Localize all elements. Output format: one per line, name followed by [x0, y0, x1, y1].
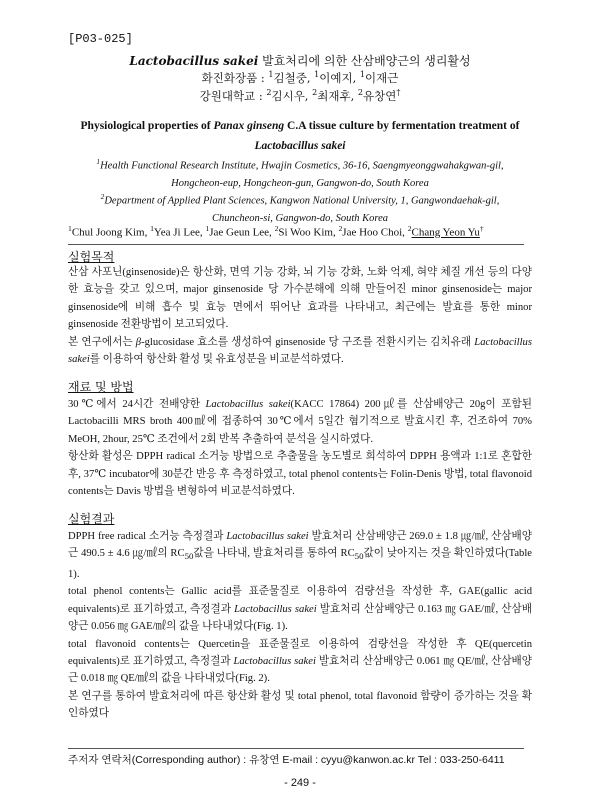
corresponding-contact: 주저자 연락처(Corresponding author) : 유창연 E-mail : cyyu@kanwon.ac.kr Tel : 033-250-6411 — [68, 754, 505, 766]
author-name: Jae Geun Lee, — [209, 226, 275, 239]
results-paragraph-3 — [68, 636, 532, 688]
author-name: Chul Joong Kim, — [71, 226, 151, 239]
purpose-paragraph-2 — [68, 334, 532, 369]
text-run: 발효처리 산삼배양근 0.163 ㎎ GAE/㎖, 산삼배양근 0.056 ㎎ GAE/㎖의 값을 나타내었다(Fig. 1). — [68, 603, 532, 633]
text-run: 를 이용하여 항산화 활성 및 유효성분을 비교분석하였다. — [89, 354, 344, 366]
author-name: Si Woo Kim, — [278, 226, 339, 239]
text-run: 발효처리 산삼배양근 269.0 ± 1.8 ㎍/㎖, 산삼배양근 490.5 ± 4.6 ㎍/㎖의 RC — [68, 531, 532, 560]
author-name: 최재후, — [317, 89, 358, 103]
section-heading-results: 실험결과 — [68, 512, 115, 526]
author-name: 김시우, — [271, 89, 313, 103]
affiliation-label: 화진화장품 : — [201, 71, 269, 85]
english-title-text: C.A tissue culture by fermentation treatment of — [284, 120, 520, 132]
affiliation-sup: 2 — [266, 88, 272, 98]
results-paragraph-1 — [68, 528, 532, 583]
affiliation-sup: 1 — [359, 70, 366, 80]
affiliation-line: Health Functional Research Institute, Hwajin Cosmetics, 36-16, Saengmyeonggwahakgwan-gil, — [100, 160, 504, 172]
author-name: Yea Ji Lee, — [153, 226, 206, 239]
english-title — [60, 116, 540, 156]
header-divider — [68, 244, 524, 245]
results-paragraph-4: 본 연구를 통하여 발효처리에 따른 항산화 활성 및 total phenol, total flavonoid 함량이 증가하는 것을 확인하였다 — [68, 690, 532, 720]
affiliation-line: Department of Applied Plant Sciences, Kangwon National University, 1, Gangwondaehak-gil, — [104, 195, 500, 207]
section-heading-purpose: 실험목적 — [68, 250, 115, 264]
corresponding-author-name: Chang Yeon Yu — [411, 226, 480, 239]
affiliation-line: Chuncheon-si, Gangwon-do, South Korea — [211, 212, 389, 224]
affiliation-sup: 1 — [150, 224, 154, 233]
methods-paragraph-1 — [68, 396, 532, 448]
korean-authors-kangwon — [60, 88, 540, 104]
english-title-text: Physiological properties of — [80, 120, 214, 132]
korean-authors-hwajin — [60, 70, 540, 86]
corresponding-mark: † — [479, 224, 484, 233]
affiliation-sup: 2 — [338, 224, 343, 233]
author-name: 김철중, — [273, 71, 315, 85]
text-run: 본 연구에서는 — [68, 336, 136, 348]
text-run: total phenol contents는 Gallic acid를 표준물질로 이용하여 검량선을 작성한 후, GAE(gallic acid equivalents)로 표기하였고, 측정결과 — [68, 586, 532, 615]
corresponding-mark: † — [396, 88, 401, 98]
footer-divider — [68, 748, 524, 749]
affiliation-sup: 1 — [96, 157, 101, 166]
korean-title-rest: 발효처리에 의한 산삼배양근의 생리활성 — [258, 54, 471, 68]
species-name: Lactobacillus sakei — [234, 603, 317, 615]
english-title-species: Lactobacillus sakei — [254, 140, 346, 152]
author-name: 이재근 — [365, 71, 399, 85]
affiliation-sup: 1 — [205, 224, 210, 233]
affiliation-sup: 2 — [357, 88, 364, 98]
results-paragraph-2 — [68, 583, 532, 635]
species-name: Lactobacillus sakei — [205, 399, 291, 410]
purpose-body — [68, 264, 532, 368]
affiliation-sup: 2 — [274, 224, 279, 233]
korean-title — [60, 52, 540, 69]
affiliation-sup: 1 — [268, 70, 274, 80]
affiliation-label: 강원대학교 : — [199, 89, 267, 103]
purpose-paragraph-1: 산삼 사포닌(ginsenoside)은 항산화, 면역 기능 강화, 뇌 기능 강화, 노화 억제, 혀약 체질 개선 등의 다양한 효능을 갖고 있으며, major ginsenoside 당 가수분해에 의해 만들어진 minor ginsenoside는 major ginsenoside에 비해 흡수 및 효능 면에서 뛰어난 효과를 나타내고, 최근에는 발효를 통한 minor ginsenoside 전환방법이 보고되었다. — [68, 267, 532, 331]
author-name: 유창연 — [363, 89, 397, 103]
page-number: - 249 - — [284, 777, 316, 789]
text-run: (KACC 17864) 200㎕를 산삼배양근 20g이 포함된 Lactobacilli MRS broth 400㎖에 접종하여 30℃에서 5일간 혐기적으로 발효시킨 후, 건조하여 70% MeOH, 2hour, 25℃ 조건에서 2회 반복 추출하여 분석을 실시하였다. — [68, 399, 532, 445]
affiliation-sup: 2 — [407, 224, 412, 233]
korean-title-species: Lactobacillus sakei — [129, 54, 259, 68]
affiliation-sup: 2 — [312, 88, 318, 98]
methods-paragraph-2: 항산화 활성은 DPPH radical 소거능 방법으로 추출물을 농도별로 희석하여 DPPH 용액과 1:1로 혼합한 후, 37℃ incubator에 30분간 반응 후 측정하였고, total phenol contents는 Folin-Denis 방법, total flavonoid contents는 Davis 방법을 변형하여 비교분석하였다. — [68, 451, 532, 498]
section-heading-methods: 재료 및 방법 — [68, 380, 134, 394]
text-run: DPPH free radical 소거능 측정결과 — [68, 531, 227, 542]
text-run: total flavonoid contents는 Quercetin을 표준물질로 이용하여 검량선을 작성한 후 QE(quercetin equivalents)로 표기하였고, 측정결과 — [68, 638, 532, 667]
affiliation-sup: 2 — [100, 192, 105, 201]
species-name: Lactobacillus sakei — [233, 655, 316, 667]
english-author-list — [68, 224, 484, 239]
species-name: Lactobacillus sakei — [68, 336, 532, 366]
affiliation-sup: 1 — [68, 224, 72, 233]
rc-subscript: 50 — [354, 551, 364, 562]
results-body — [68, 528, 532, 723]
beta-symbol: β — [135, 336, 142, 348]
text-run: 값이 낮아지는 것을 확인하였다(Table 1). — [68, 548, 532, 580]
affiliation-sup: 1 — [314, 70, 320, 80]
text-run: -glucosidase 효소를 생성하여 ginsenoside 당 구조를 전환시키는 김치유래 — [141, 336, 475, 348]
author-name: Jae Hoo Choi, — [342, 226, 408, 239]
text-run: 30℃에서 24시간 전배양한 — [68, 399, 206, 410]
affiliation-2 — [60, 188, 540, 227]
rc-subscript: 50 — [184, 551, 194, 562]
methods-body — [68, 396, 532, 500]
text-run: 값을 나타내, 발효처리를 통하여 RC — [193, 548, 355, 560]
species-name: Lactobacillus sakei — [226, 531, 309, 542]
author-name: 이예지, — [319, 71, 360, 85]
text-run: 발효처리 산삼배양근 0.061 ㎎ QE/㎖, 산삼배양근 0.018 ㎎ QE/㎖의 값을 나타내었다(Fig. 2). — [68, 655, 533, 685]
affiliation-line: Hongcheon-eup, Hongcheon-gun, Gangwon-do, South Korea — [171, 177, 429, 189]
affiliation-1 — [60, 153, 540, 192]
english-title-species: Panax ginseng — [213, 120, 285, 132]
abstract-code: [P03-025] — [68, 32, 133, 46]
